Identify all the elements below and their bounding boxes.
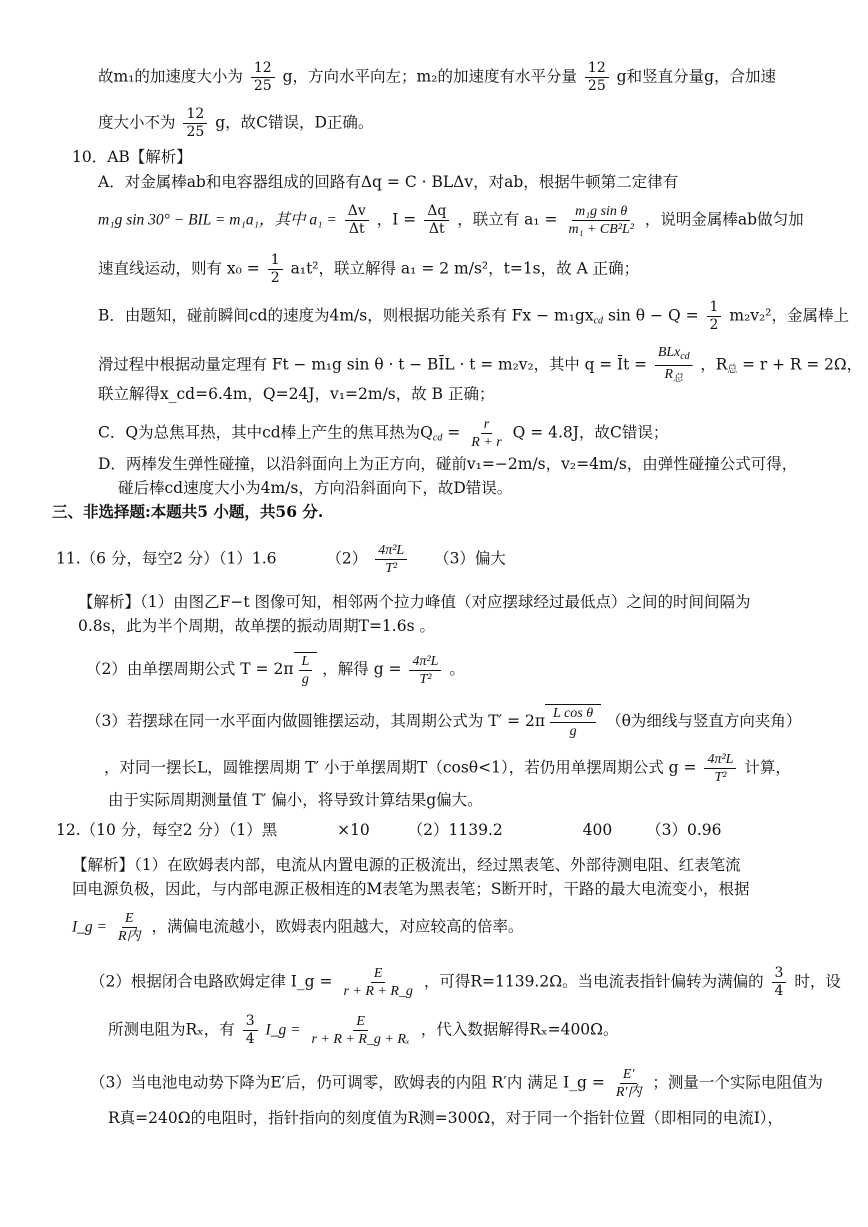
text-span: 所测电阻为Rₓ，有	[108, 1020, 235, 1039]
text-span: （θ为细线与竖直方向夹角）	[606, 712, 802, 730]
fraction	[565, 203, 637, 238]
text-span: 故m₁的加速度大小为	[98, 67, 243, 86]
text-line	[86, 704, 801, 740]
fraction	[299, 653, 313, 688]
text-span: C．Q为总焦耳热，其中cd棒上产生的焦耳热为Q	[98, 423, 433, 442]
text-span: g，方向水平向左；m₂的加速度有水平分量	[282, 67, 577, 86]
text-span: ，可得R=1139.2Ω。当电流表指针偏转为满偏的	[423, 972, 764, 991]
formula: m₁g sin 30° − BIL = m₁a₁，其中 a₁ =	[98, 211, 337, 229]
fraction	[468, 416, 504, 451]
text-span: （3）当电池电动势下降为E′后，仍可调零，欧姆表的内阻 R′内 满足 I_g =	[90, 1073, 605, 1092]
numerator: BLx	[657, 345, 681, 360]
text-span: （3）若摆球在同一水平面内做圆锥摆运动，其周期公式为 T′ = 2π	[86, 712, 546, 730]
question-10-header: 10．AB【解析】	[72, 148, 192, 166]
text-span: 度大小不为	[98, 113, 176, 132]
text-line	[72, 910, 523, 945]
fraction	[613, 1066, 645, 1101]
question-11-answer	[56, 542, 506, 577]
denominator: 2	[709, 317, 719, 333]
text-span: ，R	[700, 355, 728, 374]
denominator: 25	[253, 78, 272, 94]
denominator: Δt	[348, 221, 365, 237]
text-span: g，故C错误，D正确。	[215, 113, 374, 132]
text-span: 滑过程中根据动量定理有 Ft − m₁g sin θ · t − BĪL · t = m₂v₂，其中 q = Īt =	[98, 355, 648, 374]
numerator: 12	[585, 60, 609, 78]
numerator: 3	[243, 1013, 258, 1031]
text-span: ，对同一摆长L，圆锥摆周期 T′ 小于单摆周期T（cosθ<1），若仍用单摆周期公式 g =	[104, 758, 697, 777]
subscript: 总	[727, 364, 738, 376]
formula: I_g =	[72, 918, 107, 936]
text-span: ，联立有 a₁ =	[457, 210, 558, 229]
text-span: 时，设	[794, 972, 841, 991]
fraction	[424, 203, 449, 238]
subscript: cd	[680, 351, 690, 362]
fraction	[707, 299, 722, 334]
text-line: D．两棒发生弹性碰撞，以沿斜面向上为正方向，碰前v₁=−2m/s，v₂=4m/s，由弹性碰撞公式可得，	[98, 455, 798, 473]
fraction	[115, 910, 144, 945]
denominator: T²	[419, 671, 432, 687]
numerator: 3	[772, 965, 787, 983]
text-line	[108, 1013, 619, 1048]
fraction	[772, 965, 787, 1000]
text-span: =	[442, 423, 461, 442]
numerator: m₁g sin θ	[572, 203, 630, 221]
text-span: ；测量一个实际电阻值为	[652, 1073, 823, 1092]
denominator: g	[301, 672, 309, 687]
section-heading: 三、非选择题:本题共5 小题，共56 分.	[52, 502, 324, 521]
text-span: ，解得 g =	[322, 660, 402, 678]
text-line: R真=240Ω的电阻时，指针指向的刻度值为R测=300Ω，对于同一个指针位置（即相同的电流I），	[108, 1109, 784, 1127]
numerator: E	[371, 965, 386, 983]
denominator: 25	[587, 78, 606, 94]
text-span: （3）0.96	[646, 821, 722, 839]
text-span: （2）	[326, 549, 368, 568]
fraction	[655, 344, 693, 387]
text-span: 计算，	[744, 758, 791, 777]
denominator: 25	[186, 124, 205, 140]
fraction	[550, 705, 596, 740]
text-span: ，I =	[376, 210, 417, 229]
fraction	[409, 653, 441, 688]
text-span: B．由题知，碰前瞬间cd的速度为4m/s，则根据功能关系有 Fx − m₁gx	[98, 306, 594, 325]
text-line	[98, 60, 776, 95]
numerator: 12	[183, 106, 207, 124]
text-line: 联立解得x_cd=6.4m，Q=24J，v₁=2m/s，故 B 正确；	[98, 385, 495, 403]
sqrt	[294, 652, 318, 688]
denominator: m₁ + CB²L²	[568, 222, 634, 237]
text-line: 回电源负极，因此，与内部电源正极相连的M表笔为黑表笔；S断开时，干路的最大电流变小，根据	[72, 880, 750, 898]
text-line	[98, 203, 804, 238]
denominator: R + r	[471, 435, 502, 450]
denominator: T²	[385, 561, 398, 576]
text-span: g和竖直分量g，合加速	[616, 67, 777, 86]
fraction	[251, 60, 275, 95]
text-line	[98, 299, 849, 334]
text-line	[104, 751, 791, 786]
text-span: ，代入数据解得Rₓ=400Ω。	[420, 1020, 619, 1039]
numerator: E	[353, 1013, 368, 1031]
denominator: r + R + R_g	[343, 984, 413, 999]
text-span: 400	[582, 821, 613, 839]
denominator: R	[664, 367, 674, 382]
text-line	[98, 252, 639, 287]
text-span: （2）由单摆周期公式 T = 2π	[86, 660, 294, 678]
text-span: ，满偏电流越小，欧姆表内阻越大，对应较高的倍率。	[151, 917, 524, 936]
text-span: 速直线运动，则有 x₀ =	[98, 259, 260, 278]
denominator: T²	[714, 770, 727, 785]
denominator: Δt	[428, 221, 445, 237]
numerator: E	[122, 910, 137, 928]
text-span: 12.（10 分，每空2 分）（1）黑	[56, 821, 278, 839]
numerator: 4π²L	[704, 751, 736, 769]
text-span: m₂v₂²，金属棒上	[729, 306, 849, 325]
text-span: （2）根据闭合电路欧姆定律 I_g =	[90, 972, 333, 991]
numerator: L	[299, 653, 313, 671]
formula: I_g =	[265, 1021, 301, 1039]
text-line: 0.8s，此为半个周期，故单摆的振动周期T=1.6s 。	[78, 617, 435, 635]
fraction	[183, 106, 207, 141]
numerator: E′	[620, 1066, 638, 1084]
text-line: 碰后棒cd速度大小为4m/s，方向沿斜面向下，故D错误。	[118, 479, 513, 497]
text-line	[98, 416, 668, 451]
text-span: = r + R = 2Ω，	[737, 355, 862, 374]
numerator: Δq	[424, 203, 449, 221]
sqrt	[545, 704, 601, 740]
numerator: Δv	[345, 203, 369, 221]
denominator: 2	[270, 270, 280, 286]
text-span: （2）1139.2	[407, 821, 503, 839]
text-line	[90, 965, 841, 1000]
fraction	[340, 965, 415, 1000]
text-span: 。	[449, 660, 465, 678]
denominator: R内	[117, 929, 141, 944]
subscript: cd	[432, 432, 443, 444]
text-line	[98, 344, 862, 387]
text-span: （3）偏大	[434, 549, 506, 568]
denominator: r + R + R_g + Rₓ	[311, 1032, 410, 1047]
text-span: ，说明金属棒ab做匀加	[644, 210, 804, 229]
text-line	[90, 1066, 823, 1101]
numerator: 1	[268, 252, 283, 270]
text-span: 11.（6 分，每空2 分）（1）1.6	[56, 549, 277, 568]
numerator: r	[481, 416, 492, 434]
text-line	[98, 106, 373, 141]
question-12-answer	[56, 818, 722, 842]
numerator: 1	[707, 299, 722, 317]
text-span: sin θ − Q =	[603, 306, 699, 325]
text-span: ×10	[337, 821, 370, 839]
text-span: a₁t²，联立解得 a₁ = 2 m/s²，t=1s，故 A 正确；	[290, 259, 640, 278]
denominator: R′内	[615, 1085, 642, 1100]
fraction	[585, 60, 609, 95]
denominator: 4	[774, 983, 784, 999]
fraction	[243, 1013, 258, 1048]
subscript: cd	[593, 315, 604, 327]
fraction	[345, 203, 369, 238]
numerator: 4π²L	[375, 542, 407, 560]
numerator: L cos θ	[550, 705, 596, 723]
subscript: 总	[673, 373, 683, 384]
text-line: 【解析】（1）在欧姆表内部，电流从内置电源的正极流出，经过黑表笔、外部待测电阻、红表笔流	[72, 856, 741, 874]
text-line: 【解析】（1）由图乙F−t 图像可知，相邻两个拉力峰值（对应摆球经过最低点）之间的时间间隔为	[78, 593, 751, 611]
numerator: 4π²L	[409, 653, 441, 671]
text-line: A．对金属棒ab和电容器组成的回路有Δq = C · BLΔv，对ab，根据牛顿第二定律有	[98, 173, 679, 191]
fraction	[268, 252, 283, 287]
text-span: Q = 4.8J，故C错误；	[512, 423, 669, 442]
numerator: 12	[251, 60, 275, 78]
fraction	[704, 751, 736, 786]
denominator: g	[569, 724, 577, 739]
fraction	[308, 1013, 412, 1048]
text-line	[86, 652, 465, 688]
fraction	[375, 542, 407, 577]
denominator: 4	[245, 1031, 255, 1047]
text-line: 由于实际周期测量值 T′ 偏小，将导致计算结果g偏大。	[108, 791, 483, 809]
